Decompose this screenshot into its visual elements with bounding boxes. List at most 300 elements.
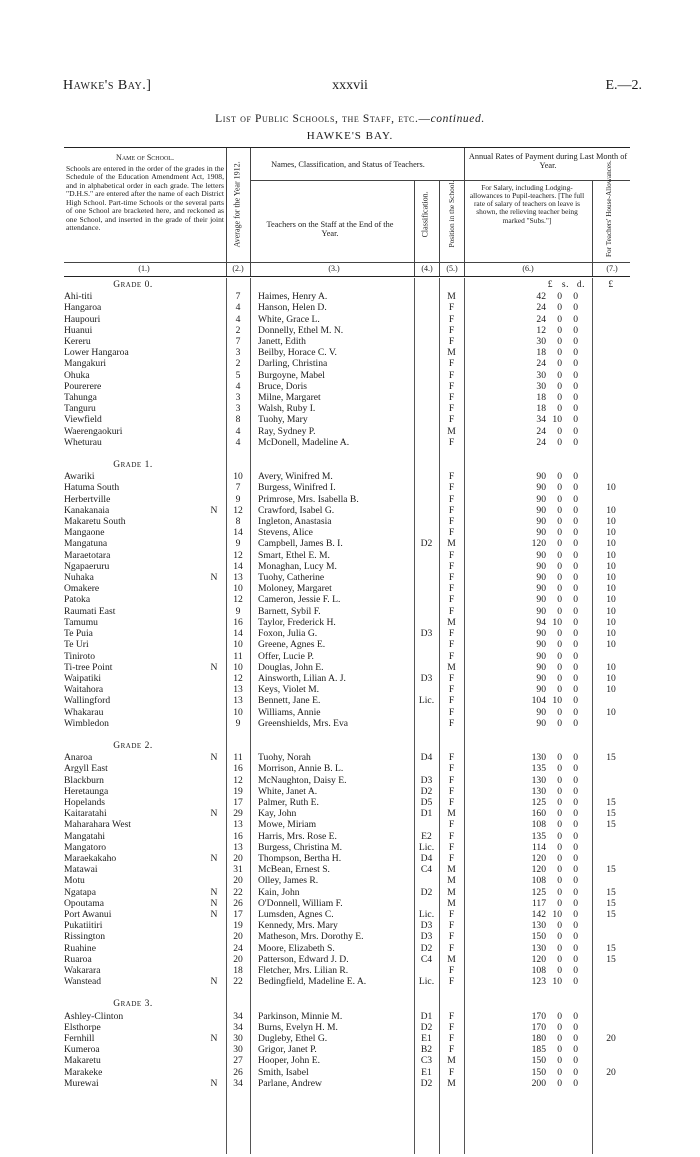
salary-shillings: 0: [557, 538, 562, 550]
classification: [414, 370, 439, 381]
position: F: [448, 650, 455, 662]
salary-pounds: 114: [531, 841, 546, 853]
salary-shillings: 0: [557, 605, 562, 617]
school-name: Haupouri: [64, 313, 101, 325]
position: F: [448, 493, 455, 505]
teacher-name: Monaghan, Lucy M.: [258, 560, 337, 572]
grade-heading-row: [64, 999, 630, 1010]
salary-pounds: 170: [531, 1021, 546, 1033]
salary: [464, 651, 592, 662]
native-flag: N: [210, 886, 218, 898]
average-attendance: 10: [233, 583, 243, 595]
salary-shillings: 0: [557, 819, 562, 831]
column-number-5: (5.): [446, 264, 458, 273]
salary-shillings: 10: [552, 695, 562, 707]
salary-pence: 0: [573, 414, 578, 426]
grade-spacer: [64, 987, 630, 999]
grade-heading: Grade 1.: [113, 460, 153, 471]
school-name: Mangaone: [64, 527, 105, 539]
native-flag: [202, 347, 226, 358]
table-row: [64, 651, 630, 662]
average-attendance: 8: [235, 516, 241, 528]
school-name: Tiniroto: [64, 650, 96, 662]
salary-shillings: 0: [557, 291, 562, 303]
average-attendance: 5: [235, 369, 241, 381]
table-row: [64, 864, 630, 875]
school-name: Rissington: [64, 931, 106, 943]
school-name: Te Puia: [64, 628, 93, 640]
house-allowance: [592, 965, 630, 976]
salary-pounds: 12: [536, 324, 546, 336]
classification: [414, 494, 439, 505]
school-name: Ahi-titi: [64, 291, 93, 303]
salary-pence: 0: [573, 953, 578, 965]
school-name: Hangaroa: [64, 302, 102, 314]
salary-pence: 0: [573, 482, 578, 494]
salary-pence: 0: [573, 336, 578, 348]
school-name: Matawai: [64, 864, 98, 876]
position: M: [447, 953, 456, 965]
salary-shillings: 0: [557, 1044, 562, 1056]
salary: [464, 392, 592, 403]
school-name: Wakarara: [64, 964, 101, 976]
classification: Lic.: [418, 908, 435, 920]
position: F: [448, 1021, 455, 1033]
average-attendance: 12: [233, 672, 243, 684]
average-attendance: 18: [233, 964, 243, 976]
table-row: [64, 954, 630, 965]
school-name: Fernhill: [64, 1033, 95, 1044]
school-name: Nuhaka: [64, 572, 94, 584]
salary: [464, 347, 592, 358]
position: M: [447, 425, 456, 437]
salary: [464, 302, 592, 313]
table-row: [64, 920, 630, 931]
house-allowance: [592, 302, 630, 313]
salary: [464, 662, 592, 673]
school-name: Mangatahi: [64, 830, 106, 842]
teacher-name: Harris, Mrs. Rose E.: [258, 830, 337, 842]
salary-shillings: 0: [557, 380, 562, 392]
salary-pence: 0: [573, 785, 578, 797]
salary-pence: 0: [573, 302, 578, 314]
average-attendance: 11: [233, 752, 243, 764]
school-name: Pourerere: [64, 380, 102, 392]
house-allowance: 15: [606, 808, 616, 820]
native-flag: [202, 494, 226, 505]
house-allowance: 10: [606, 516, 616, 528]
table-row: [64, 797, 630, 808]
teacher-name: O'Donnell, William F.: [258, 897, 343, 909]
salary-shillings: 0: [557, 1066, 562, 1078]
grade-heading-spacer: [226, 280, 250, 291]
salary-pounds: 90: [536, 684, 546, 696]
position: F: [448, 336, 455, 348]
house-allowance: 10: [606, 560, 616, 572]
salary-pence: 0: [573, 1033, 578, 1044]
salary-pounds: 90: [536, 583, 546, 595]
grade-heading-spacer: [250, 999, 414, 1010]
position: F: [448, 819, 455, 831]
salary-pence: 0: [573, 1010, 578, 1022]
classification: [414, 471, 439, 482]
teacher-name: Burgess, Winifred I.: [258, 482, 336, 494]
salary: [464, 887, 592, 898]
teacher-name: White, Janet A.: [258, 785, 318, 797]
school-column-header: [66, 154, 224, 233]
salary-pounds: 120: [531, 953, 546, 965]
classification: [414, 347, 439, 358]
salary-pounds: 123: [531, 976, 546, 988]
position: F: [448, 583, 455, 595]
salary-pence: 0: [573, 403, 578, 415]
average-attendance: 34: [233, 1077, 243, 1089]
salary-pence: 0: [573, 347, 578, 359]
salary-pence: 0: [573, 639, 578, 651]
district-subtitle: HAWKE'S BAY.: [306, 130, 394, 142]
school-name: Te Uri: [64, 639, 89, 651]
average-attendance: 8: [235, 414, 241, 426]
position: M: [447, 875, 456, 887]
salary: [464, 819, 592, 830]
salary-shillings: 0: [557, 964, 562, 976]
average-attendance: 9: [235, 493, 241, 505]
salary: [464, 1055, 592, 1066]
native-flag: [202, 381, 226, 392]
native-flag: [202, 370, 226, 381]
salary: [464, 909, 592, 920]
classification: [414, 505, 439, 516]
native-flag: [202, 831, 226, 842]
salary: [464, 920, 592, 931]
salary-shillings: 0: [557, 347, 562, 359]
salary-pence: 0: [573, 538, 578, 550]
salary-pounds: 30: [536, 369, 546, 381]
native-flag: [202, 392, 226, 403]
grade-heading-spacer: [226, 741, 250, 752]
average-attendance: 4: [235, 302, 241, 314]
average-attendance: 2: [235, 358, 241, 370]
salary-pounds: 125: [531, 886, 546, 898]
position: F: [448, 908, 455, 920]
table-row: [64, 550, 630, 561]
school-name: Elsthorpe: [64, 1021, 101, 1033]
salary: [464, 718, 592, 729]
table-row: [64, 482, 630, 493]
teacher-name: Burgess, Christina M.: [258, 841, 343, 853]
table-row: [64, 909, 630, 920]
salary-pounds: 150: [531, 1055, 546, 1067]
grade-heading-spacer: [202, 999, 226, 1010]
classification: [414, 527, 439, 538]
position: F: [448, 931, 455, 943]
classification: [414, 414, 439, 425]
teacher-name: Tuohy, Catherine: [258, 572, 325, 584]
grade-spacer: [64, 729, 630, 741]
position: F: [448, 504, 455, 516]
teacher-name: Palmer, Ruth E.: [258, 796, 319, 808]
average-attendance: 14: [233, 527, 243, 539]
grade-heading-row: [64, 280, 630, 291]
average-attendance: 4: [235, 380, 241, 392]
house-allowance: [592, 1011, 630, 1022]
salary-pounds: 30: [536, 380, 546, 392]
house-allowance: [592, 347, 630, 358]
salary: [464, 1022, 592, 1033]
table-row: [64, 763, 630, 774]
school-column-title: Name of School.: [116, 153, 174, 162]
house-allowance: 10: [606, 616, 616, 628]
table-row: [64, 965, 630, 976]
salary-pounds: 170: [531, 1010, 546, 1022]
salary-pence: 0: [573, 717, 578, 729]
native-flag: [202, 426, 226, 437]
position: F: [448, 313, 455, 325]
salary-shillings: 0: [557, 628, 562, 640]
salary: [464, 606, 592, 617]
house-allowance: 10: [606, 583, 616, 595]
average-attendance: 13: [233, 572, 243, 584]
salary: [464, 763, 592, 774]
salary-shillings: 0: [557, 1077, 562, 1089]
teacher-name: Crawford, Isabel G.: [258, 504, 335, 516]
position: F: [448, 516, 455, 528]
classification: E1: [421, 1066, 432, 1078]
average-attendance: 3: [235, 347, 241, 359]
teacher-name: Beilby, Horace C. V.: [258, 347, 337, 359]
classification: E2: [421, 830, 432, 842]
table-row: [64, 639, 630, 650]
salary: [464, 707, 592, 718]
table-row: [64, 617, 630, 628]
grade-heading-spacer: [250, 460, 414, 471]
salary-pounds: 130: [531, 774, 546, 786]
position: M: [447, 897, 456, 909]
native-flag: [202, 718, 226, 729]
grade-heading-spacer: [414, 280, 439, 291]
classification: [414, 291, 439, 302]
classification: [414, 325, 439, 336]
table-row: [64, 695, 630, 706]
native-flag: [202, 358, 226, 369]
salary-pounds: 90: [536, 650, 546, 662]
classification: D4: [420, 752, 433, 764]
school-name: Murewai: [64, 1077, 99, 1089]
school-name: Patoka: [64, 594, 91, 606]
position: M: [447, 886, 456, 898]
staff-column-header: Names, Classification, and Status of Teachers.: [271, 160, 425, 169]
house-allowance: 20: [606, 1033, 616, 1044]
salary-shillings: 0: [557, 953, 562, 965]
allowance-unit: £: [608, 280, 614, 290]
school-name: Tahunga: [64, 392, 97, 404]
teacher-name: Patterson, Edward J. D.: [258, 953, 349, 965]
salary: [464, 494, 592, 505]
average-attendance: 12: [233, 549, 243, 561]
classification-column-header: Classification.: [420, 191, 430, 238]
classification: [414, 583, 439, 594]
salary-shillings: 0: [557, 392, 562, 404]
salary: [464, 965, 592, 976]
native-flag: [202, 414, 226, 425]
teacher-name: Taylor, Frederick H.: [258, 616, 336, 628]
salary-shillings: 0: [557, 920, 562, 932]
salary-pounds: 24: [536, 313, 546, 325]
house-allowance: 10: [606, 538, 616, 550]
classification: [414, 875, 439, 886]
classification: [414, 819, 439, 830]
table-row: [64, 1033, 630, 1044]
classification: D3: [420, 672, 433, 684]
average-attendance: 9: [235, 605, 241, 617]
native-flag: [202, 797, 226, 808]
house-allowance: [592, 695, 630, 706]
position: F: [448, 560, 455, 572]
native-flag: [202, 561, 226, 572]
classification: Lic.: [418, 695, 435, 707]
salary: [464, 1044, 592, 1055]
average-attendance: 24: [233, 942, 243, 954]
salary: [464, 314, 592, 325]
average-attendance: 10: [233, 639, 243, 651]
salary-shillings: 0: [557, 639, 562, 651]
average-attendance: 13: [233, 695, 243, 707]
table-row: [64, 358, 630, 369]
position: F: [448, 785, 455, 797]
average-attendance: 20: [233, 931, 243, 943]
house-allowance: 15: [606, 752, 616, 764]
teacher-name: Barnett, Sybil F.: [258, 605, 321, 617]
salary-shillings: 0: [557, 684, 562, 696]
average-attendance: 4: [235, 425, 241, 437]
school-name: Wallingford: [64, 695, 111, 707]
school-name: Wheturau: [64, 436, 102, 448]
house-allowance: [592, 1055, 630, 1066]
salary: [464, 1067, 592, 1078]
salary-shillings: 0: [557, 336, 562, 348]
school-name: Ohuka: [64, 369, 90, 381]
native-flag: N: [210, 897, 218, 909]
native-flag: [202, 594, 226, 605]
classification: [414, 617, 439, 628]
position: F: [448, 763, 455, 775]
average-attendance: 7: [235, 336, 241, 348]
house-allowance: 15: [606, 953, 616, 965]
school-name: Herbertville: [64, 493, 111, 505]
position: F: [448, 482, 455, 494]
salary-pence: 0: [573, 358, 578, 370]
position: F: [448, 380, 455, 392]
position: M: [447, 808, 456, 820]
average-attendance: 27: [233, 1055, 243, 1067]
native-flag: N: [210, 572, 218, 584]
teacher-name: Primrose, Mrs. Isabella B.: [258, 493, 359, 505]
average-attendance: 12: [233, 774, 243, 786]
salary-pounds: 90: [536, 717, 546, 729]
position: F: [448, 628, 455, 640]
school-name: Mangakuri: [64, 358, 107, 370]
house-allowance: 15: [606, 819, 616, 831]
position: F: [448, 1033, 455, 1044]
salary-shillings: 10: [552, 414, 562, 426]
school-name: Mangatoro: [64, 841, 107, 853]
native-flag: [202, 628, 226, 639]
salary-pounds: 108: [531, 819, 546, 831]
native-flag: [202, 673, 226, 684]
salary-pounds: 185: [531, 1044, 546, 1056]
salary-pounds: 135: [531, 830, 546, 842]
grade-heading-spacer: [464, 999, 592, 1010]
teacher-name: Lumsden, Agnes C.: [258, 908, 334, 920]
salary-pounds: 24: [536, 302, 546, 314]
average-attendance: 10: [233, 706, 243, 718]
running-header: [0, 78, 700, 98]
average-attendance: 30: [233, 1044, 243, 1056]
salary-pence: 0: [573, 897, 578, 909]
salary-pence: 0: [573, 324, 578, 336]
grade-heading-spacer: [592, 999, 630, 1010]
grade-heading-spacer: [226, 460, 250, 471]
native-flag: [202, 965, 226, 976]
classification: [414, 594, 439, 605]
native-flag: [202, 954, 226, 965]
salary-shillings: 0: [557, 875, 562, 887]
column-number-7: (7.): [606, 264, 618, 273]
salary-pounds: 94: [536, 616, 546, 628]
native-flag: N: [210, 852, 218, 864]
salary-pence: 0: [573, 425, 578, 437]
house-allowance: 10: [606, 628, 616, 640]
school-name: Maharahara West: [64, 819, 131, 831]
native-flag: [202, 617, 226, 628]
native-flag: [202, 875, 226, 886]
classification: [414, 426, 439, 437]
table-row: [64, 561, 630, 572]
teacher-name: Ainsworth, Lilian A. J.: [258, 672, 346, 684]
position: F: [448, 436, 455, 448]
salary-shillings: 0: [557, 1010, 562, 1022]
position: F: [448, 964, 455, 976]
native-flag: N: [210, 908, 218, 920]
table-row: [64, 943, 630, 954]
salary: [464, 527, 592, 538]
house-allowance: [592, 920, 630, 931]
average-attendance: 26: [233, 1066, 243, 1078]
school-name: Port Awanui: [64, 908, 112, 920]
position: F: [448, 1044, 455, 1056]
table-row: [64, 775, 630, 786]
school-name: Heretaunga: [64, 785, 109, 797]
native-flag: [202, 931, 226, 942]
classification: D2: [420, 785, 433, 797]
school-name: Tamumu: [64, 616, 98, 628]
teachers-column-header: Teachers on the Staff at the End of the Year.: [266, 220, 394, 239]
header-paper-ref: E.—2.: [605, 78, 642, 93]
position: F: [448, 324, 455, 336]
teacher-name: Williams, Annie: [258, 706, 321, 718]
classification: [414, 381, 439, 392]
classification: D1: [420, 1010, 433, 1022]
house-allowance: 10: [606, 672, 616, 684]
school-name: Kumeroa: [64, 1044, 100, 1056]
school-name: Ngapaeruru: [64, 560, 110, 572]
table-row: [64, 426, 630, 437]
average-attendance: 12: [233, 504, 243, 516]
salary-pounds: 90: [536, 672, 546, 684]
salary-pounds: 120: [531, 538, 546, 550]
salary-pence: 0: [573, 796, 578, 808]
teacher-name: Tuohy, Mary: [258, 414, 308, 426]
